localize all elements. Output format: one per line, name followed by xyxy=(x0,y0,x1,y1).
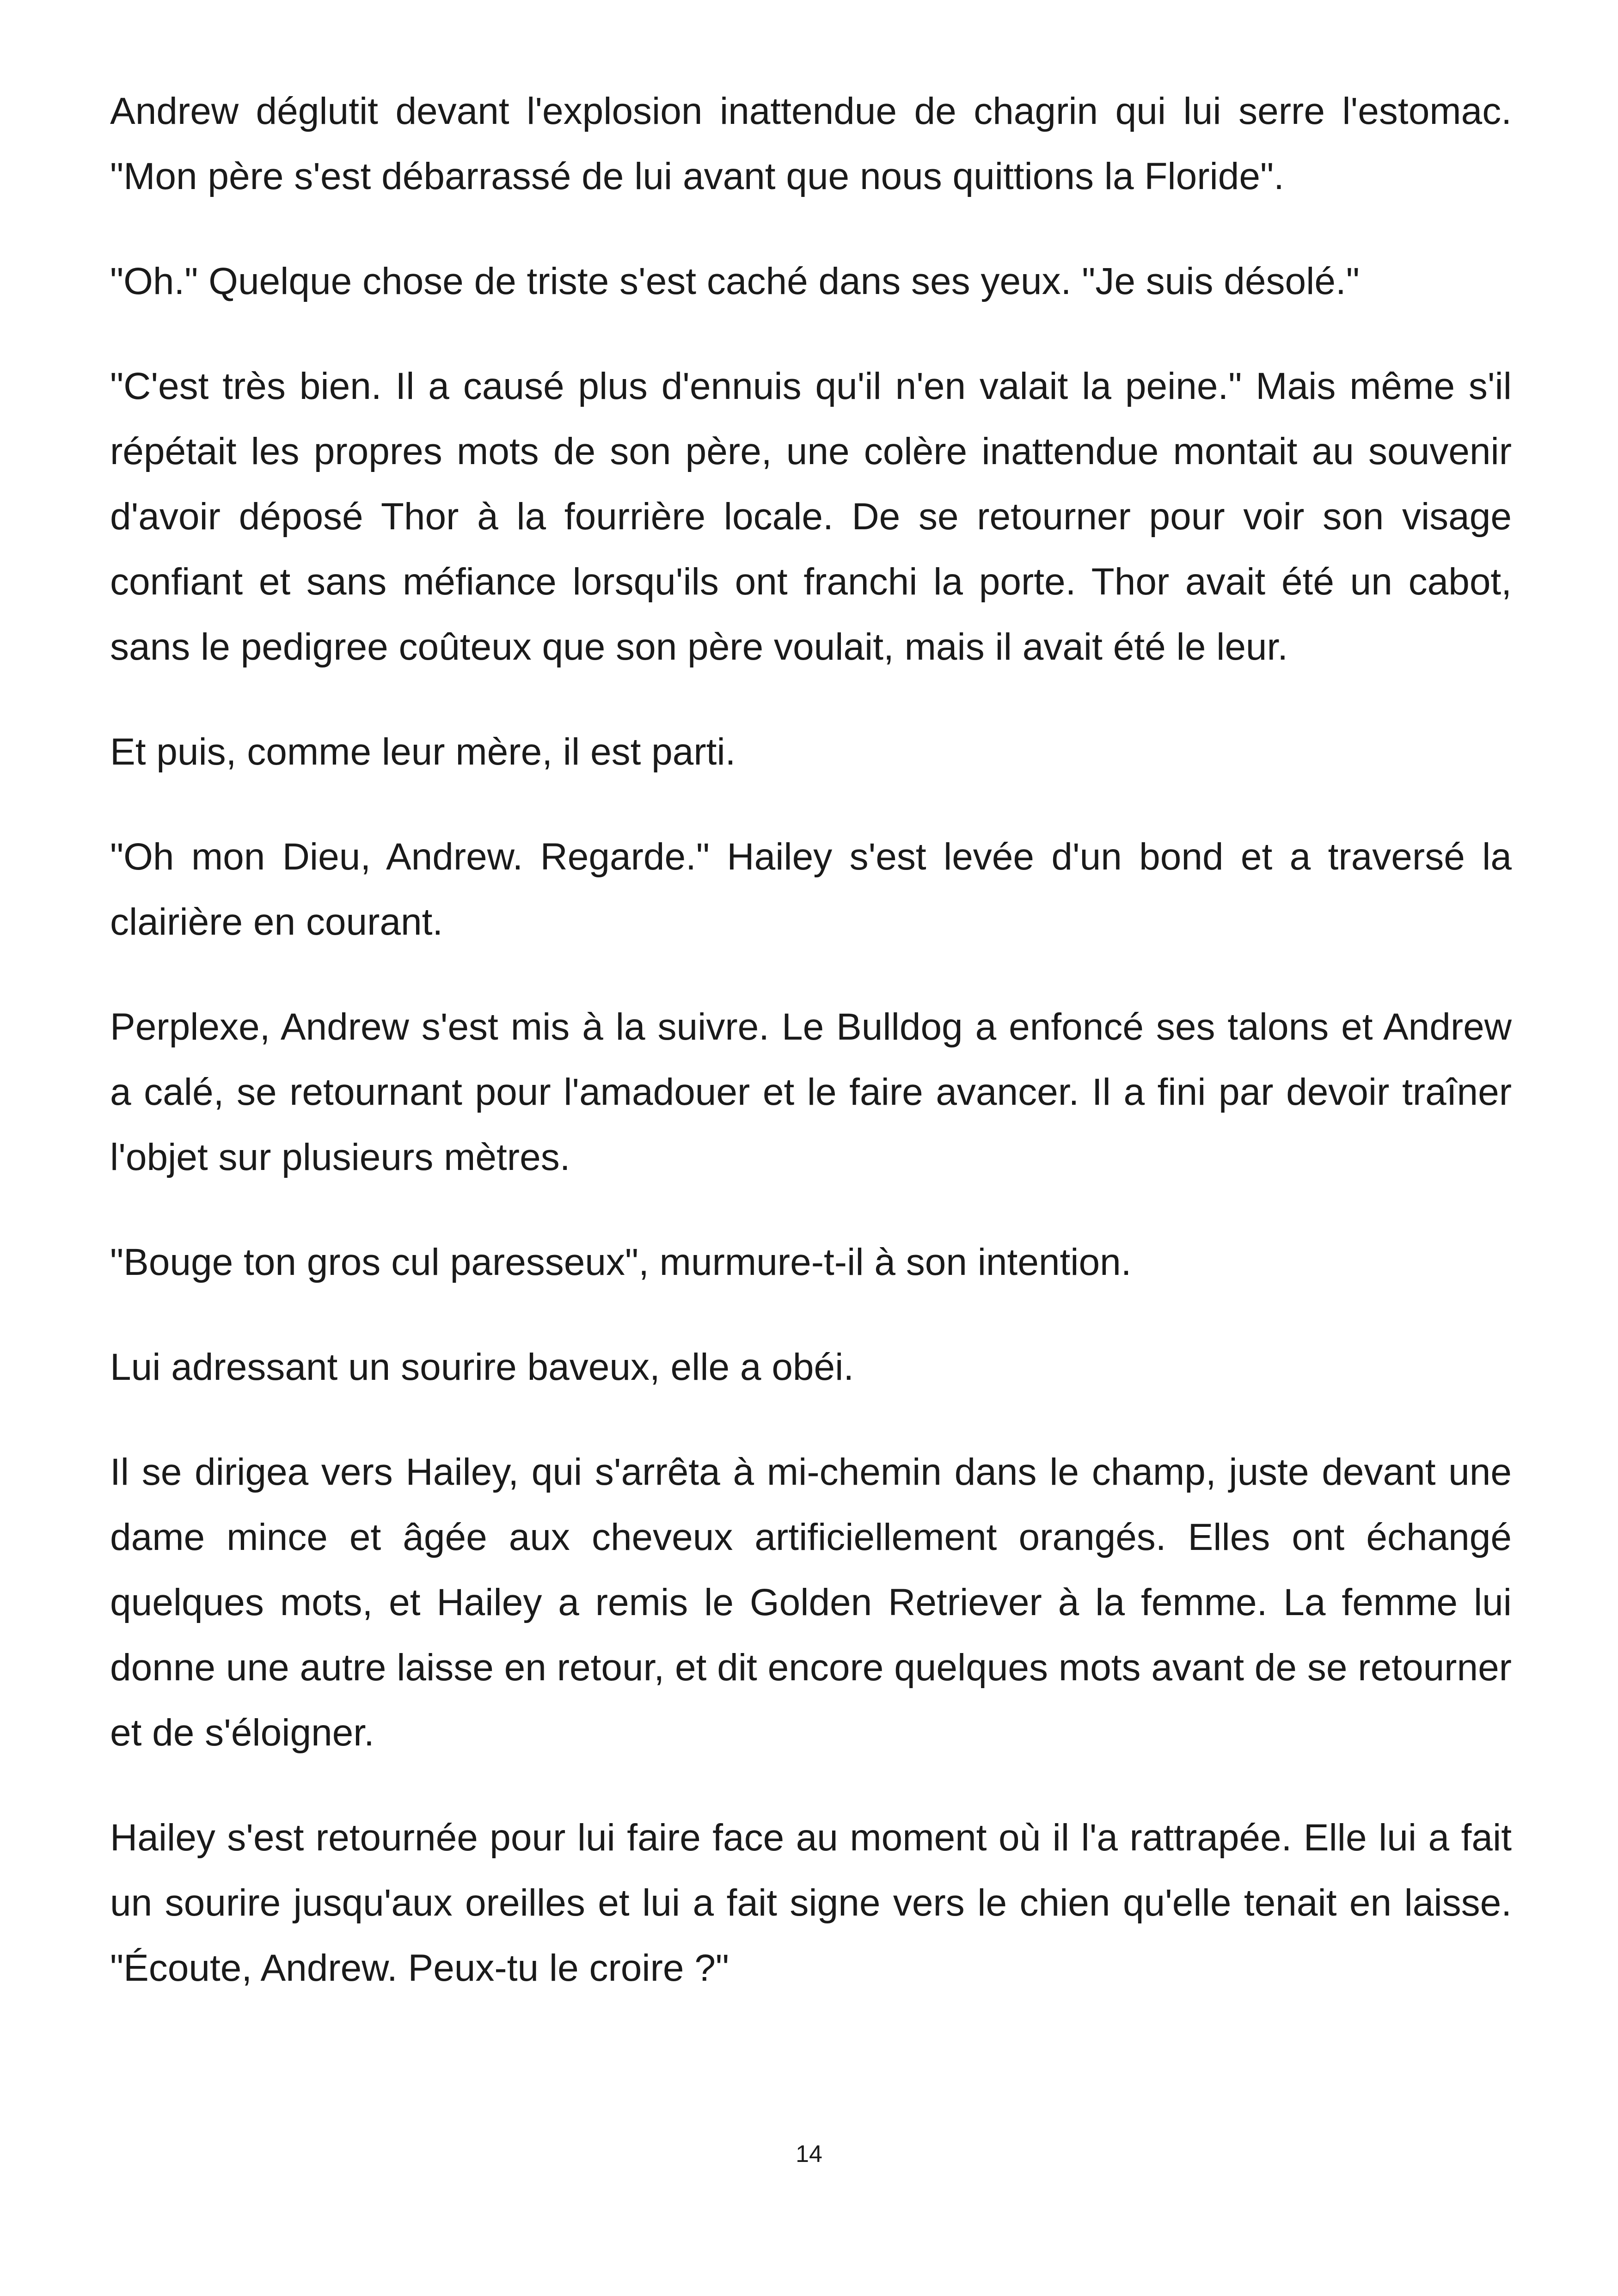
paragraph-1: Andrew déglutit devant l'explosion inattendue de chagrin qui lui serre l'estomac. "Mon père s'est débarrassé de lui avant que nous quittions la Floride". xyxy=(110,90,1512,197)
paragraph-6: Perplexe, Andrew s'est mis à la suivre. Le Bulldog a enfoncé ses talons et Andrew a calé, se retournant pour l'amadouer et le faire avancer. Il a fini par devoir traîner l'objet sur plusieurs mètres. xyxy=(110,1006,1512,1178)
paragraph-8: Lui adressant un sourire baveux, elle a obéi. xyxy=(110,1346,854,1388)
paragraph-4: Et puis, comme leur mère, il est parti. xyxy=(110,731,736,773)
paragraph-7: "Bouge ton gros cul paresseux", murmure-t-il à son intention. xyxy=(110,1241,1132,1283)
paragraph-9: Il se dirigea vers Hailey, qui s'arrêta à mi-chemin dans le champ, juste devant une dame mince et âgée aux cheveux artificiellement orangés. Elles ont échangé quelques mots, et Hailey a remis le Golden Retriever à la femme. La femme lui donne une autre laisse en retour, et dit encore quelques mots avant de se retourner et de s'éloigner. xyxy=(110,1451,1512,1754)
paragraph-3: "C'est très bien. Il a causé plus d'ennuis qu'il n'en valait la peine." Mais même s'il répétait les propres mots de son père, une colère inattendue montait au souvenir d'avoir déposé Thor à la fourrière locale. De se retourner pour voir son visage confiant et sans méfiance lorsqu'ils ont franchi la porte. Thor avait été un cabot, sans le pedigree coûteux que son père voulait, mais il avait été le leur. xyxy=(110,365,1512,668)
page-number: 14 xyxy=(796,2141,822,2167)
paragraph-5: "Oh mon Dieu, Andrew. Regarde." Hailey s'est levée d'un bond et a traversé la clairière en courant. xyxy=(110,836,1512,943)
body-text xyxy=(110,79,1512,2040)
paragraph-2: "Oh." Quelque chose de triste s'est caché dans ses yeux. "Je suis désolé." xyxy=(110,260,1360,302)
paragraph-10: Hailey s'est retournée pour lui faire face au moment où il l'a rattrapée. Elle lui a fait un sourire jusqu'aux oreilles et lui a fait signe vers le chien qu'elle tenait en laisse. "Écoute, Andrew. Peux-tu le croire ?" xyxy=(110,1817,1512,1989)
